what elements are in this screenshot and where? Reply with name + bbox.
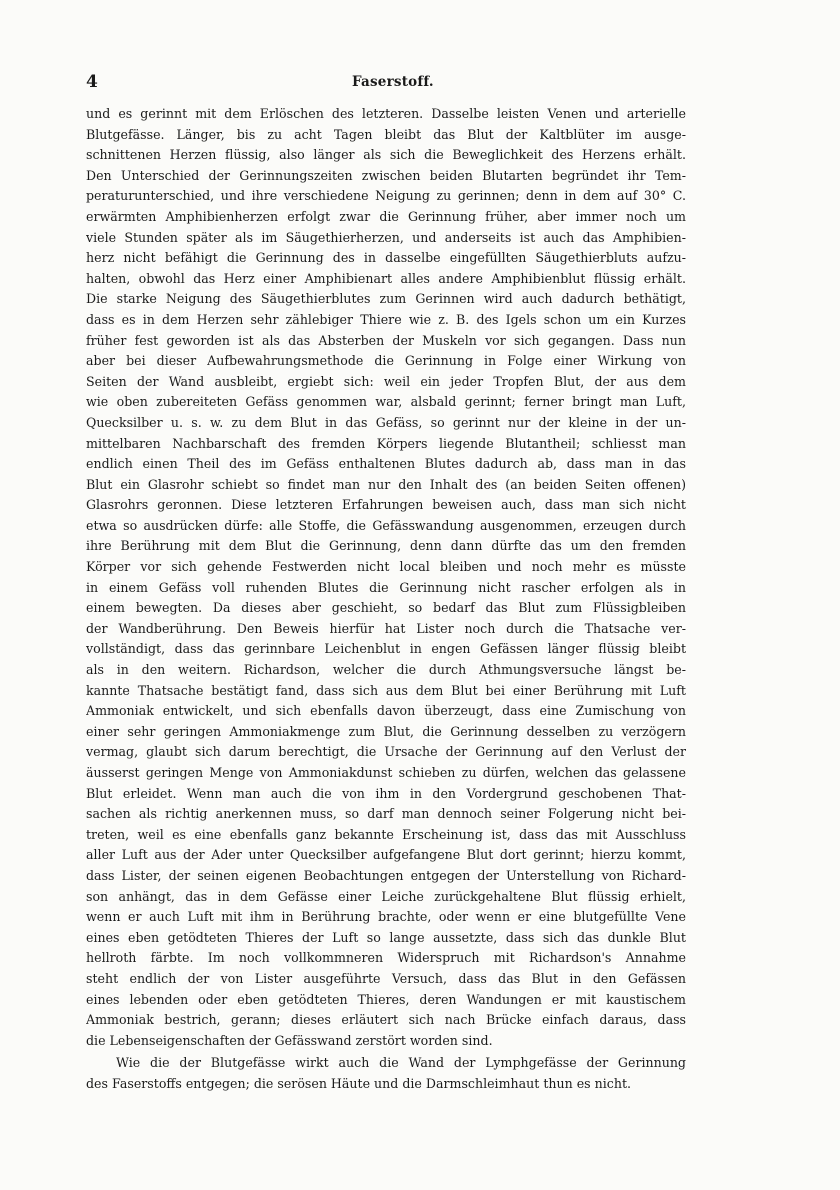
text-line: dass Lister, der seinen eigenen Beobachtungen entgegen der Unterstellung von Richard- — [86, 867, 686, 883]
text-line: hellroth färbte. Im noch vollkommneren Widerspruch mit Richardson's Annahme — [86, 950, 686, 966]
text-line: der Wandberührung. Den Beweis hierfür hat Lister noch durch die Thatsache ver- — [86, 620, 686, 636]
text-line: Den Unterschied der Gerinnungszeiten zwischen beiden Blutarten begründet ihr Tem- — [86, 167, 686, 183]
text-line: einem bewegten. Da dieses aber geschieht, so bedarf das Blut zum Flüssigbleiben — [86, 600, 686, 616]
text-line: einer sehr geringen Ammoniakmenge zum Blut, die Gerinnung desselben zu verzögern — [86, 723, 686, 739]
body-text — [86, 104, 686, 1095]
text-line: erwärmten Amphibienherzen erfolgt zwar die Gerinnung früher, aber immer noch um — [86, 208, 686, 224]
text-line: mittelbaren Nachbarschaft des fremden Körpers liegende Blutantheil; schliesst man — [86, 435, 686, 451]
text-line: Blut ein Glasrohr schiebt so findet man nur den Inhalt des (an beiden Seiten offenen) — [86, 476, 686, 492]
text-line: herz nicht befähigt die Gerinnung des in dasselbe eingefüllten Säugethierbluts aufzu- — [86, 250, 686, 266]
text-line: steht endlich der von Lister ausgeführte Versuch, dass das Blut in den Gefässen — [86, 970, 686, 986]
text-line: als in den weitern. Richardson, welcher die durch Athmungsversuche längst be- — [86, 662, 686, 678]
text-line: Die starke Neigung des Säugethierblutes zum Gerinnen wird auch dadurch bethätigt, — [86, 291, 686, 307]
text-line: endlich einen Theil des im Gefäss enthaltenen Blutes dadurch ab, dass man in das — [86, 456, 686, 472]
text-line: eines eben getödteten Thieres der Luft so lange aussetzte, dass sich das dunkle Blut — [86, 929, 686, 945]
text-line: Blut erleidet. Wenn man auch die von ihm in den Vordergrund geschobenen That- — [86, 785, 686, 801]
text-line: dass es in dem Herzen sehr zählebiger Thiere wie z. B. des Igels schon um ein Kurzes — [86, 311, 686, 327]
text-line: Körper vor sich gehende Festwerden nicht local bleiben und noch mehr es müsste — [86, 559, 686, 575]
text-line: in einem Gefäss voll ruhenden Blutes die Gerinnung nicht rascher erfolgen als in — [86, 579, 686, 595]
text-line: ihre Berührung mit dem Blut die Gerinnung, denn dann dürfte das um den fremden — [86, 538, 686, 554]
text-line: treten, weil es eine ebenfalls ganz bekannte Erscheinung ist, dass das mit Ausschluss — [86, 826, 686, 842]
text-line: vollständigt, dass das gerinnbare Leichenblut in engen Gefässen länger flüssig bleibt — [86, 641, 686, 657]
text-line: wenn er auch Luft mit ihm in Berührung brachte, oder wenn er eine blutgefüllte Vene — [86, 909, 686, 925]
text-line: etwa so ausdrücken dürfe: alle Stoffe, die Gefässwandung ausgenommen, erzeugen durch — [86, 517, 686, 533]
text-line: son anhängt, das in dem Gefässe einer Leiche zurückgehaltene Blut flüssig erhielt, — [86, 888, 686, 904]
page-number: 4 — [86, 72, 98, 92]
text-line: halten, obwohl das Herz einer Amphibienart alles andere Amphibienblut flüssig erhält. — [86, 270, 686, 286]
running-head: Faserstoff. — [352, 74, 434, 90]
paragraph-2 — [86, 1053, 686, 1094]
text-line: vermag, glaubt sich darum berechtigt, die Ursache der Gerinnung auf den Verlust der — [86, 744, 686, 760]
text-line: Seiten der Wand ausbleibt, ergiebt sich: weil ein jeder Tropfen Blut, der aus dem — [86, 373, 686, 389]
text-line: Ammoniak entwickelt, und sich ebenfalls davon überzeugt, dass eine Zumischung von — [86, 703, 686, 719]
text-line: sachen als richtig anerkennen muss, so darf man dennoch seiner Folgerung nicht bei- — [86, 806, 686, 822]
text-line: wie oben zubereiteten Gefäss genommen war, alsbald gerinnt; ferner bringt man Luft, — [86, 394, 686, 410]
text-line: peraturunterschied, und ihre verschiedene Neigung zu gerinnen; denn in dem auf 30° C. — [86, 188, 686, 204]
text-line: kannte Thatsache bestätigt fand, dass sich aus dem Blut bei einer Berührung mit Luft — [86, 682, 686, 698]
paragraph-1 — [86, 104, 686, 1051]
text-line: des Faserstoffs entgegen; die serösen Häute und die Darmschleimhaut thun es nicht. — [86, 1075, 632, 1091]
text-line: Ammoniak bestrich, gerann; dieses erläutert sich nach Brücke einfach daraus, dass — [86, 1012, 686, 1028]
text-line: aller Luft aus der Ader unter Quecksilber aufgefangene Blut dort gerinnt; hierzu kommt, — [86, 847, 686, 863]
text-line: früher fest geworden ist als das Absterben der Muskeln vor sich gegangen. Dass nun — [86, 332, 686, 348]
text-line: äusserst geringen Menge von Ammoniakdunst schieben zu dürfen, welchen das gelassene — [86, 765, 686, 780]
text-line: Glasrohrs geronnen. Diese letzteren Erfahrungen beweisen auch, dass man sich nicht — [86, 497, 686, 513]
text-line: die Lebenseigenschaften der Gefässwand zerstört worden sind. — [86, 1032, 493, 1048]
text-line: Wie die der Blutgefässe wirkt auch die Wand der Lymphgefässe der Gerinnung — [116, 1055, 686, 1071]
text-line: Quecksilber u. s. w. zu dem Blut in das Gefäss, so gerinnt nur der kleine in der un- — [86, 414, 686, 430]
text-line: und es gerinnt mit dem Erlöschen des letzteren. Dasselbe leisten Venen und arterielle — [86, 106, 686, 121]
text-line: schnittenen Herzen flüssig, also länger als sich die Beweglichkeit des Herzens erhält. — [86, 147, 686, 163]
text-line: aber bei dieser Aufbewahrungsmethode die Gerinnung in Folge einer Wirkung von — [86, 353, 686, 369]
text-line: eines lebenden oder eben getödteten Thieres, deren Wandungen er mit kaustischem — [86, 991, 686, 1007]
page-header — [86, 72, 686, 94]
text-line: Blutgefässe. Länger, bis zu acht Tagen bleibt das Blut der Kaltblüter im ausge- — [86, 126, 686, 142]
text-line: viele Stunden später als im Säugethierherzen, und anderseits ist auch das Amphibien- — [86, 229, 686, 245]
